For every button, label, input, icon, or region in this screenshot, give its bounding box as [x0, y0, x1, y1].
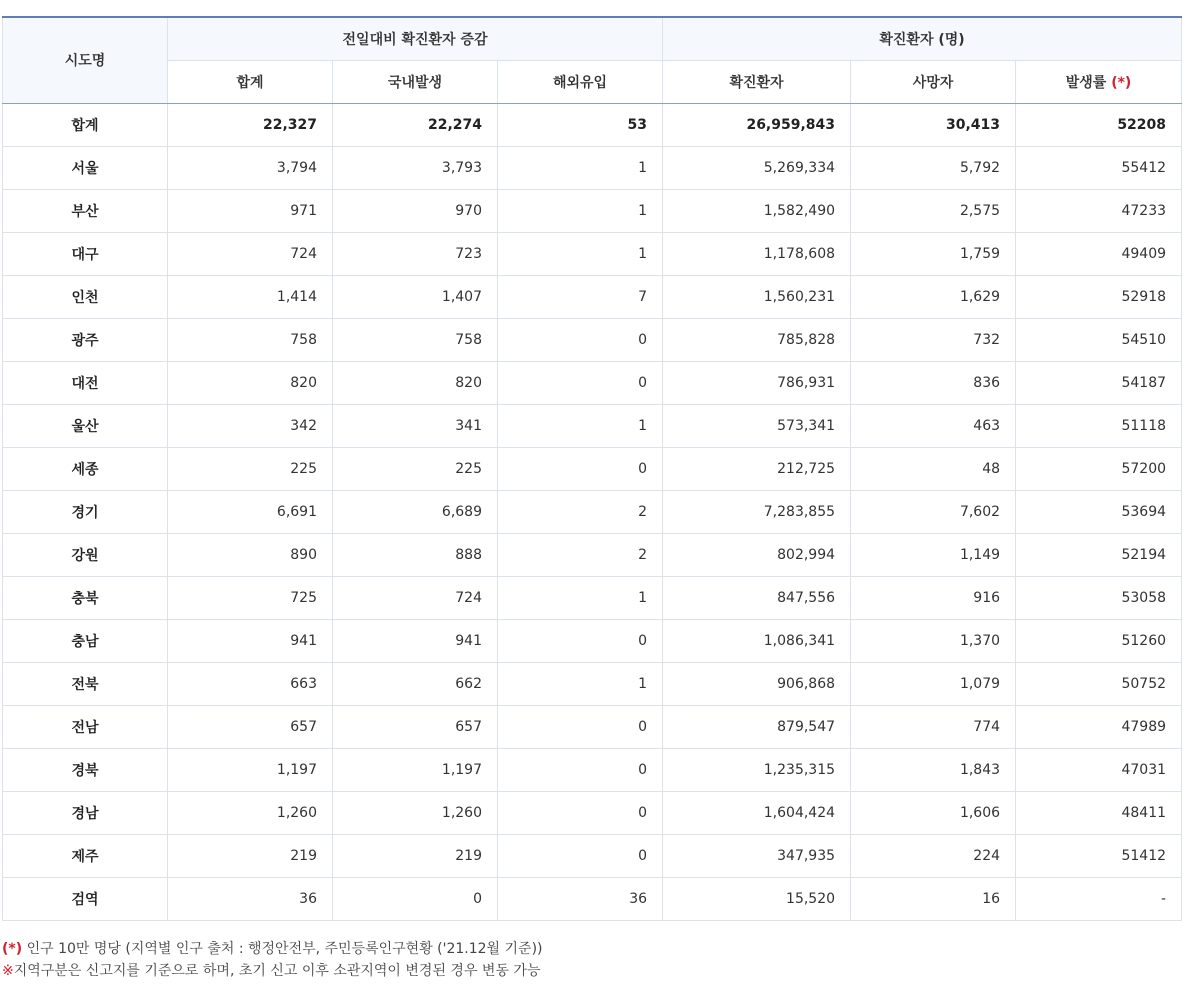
rate-cell: -	[1016, 877, 1182, 920]
domestic-column-header: 국내발생	[333, 60, 498, 103]
deaths-cell: 1,149	[851, 533, 1016, 576]
footnote-reference-mark: ※	[2, 963, 14, 979]
deaths-cell: 1,843	[851, 748, 1016, 791]
table-row	[3, 318, 1182, 361]
region-cell: 세종	[3, 447, 168, 490]
rate-cell: 49409	[1016, 232, 1182, 275]
confirmed-cell: 847,556	[663, 576, 851, 619]
overseas-cell: 36	[498, 877, 663, 920]
confirmed-cell: 906,868	[663, 662, 851, 705]
domestic-cell: 341	[333, 404, 498, 447]
rate-cell: 53694	[1016, 490, 1182, 533]
sum-cell: 725	[168, 576, 333, 619]
deaths-cell: 774	[851, 705, 1016, 748]
rate-header-asterisk: (*)	[1111, 74, 1132, 91]
deaths-cell: 5,792	[851, 146, 1016, 189]
deaths-cell: 1,079	[851, 662, 1016, 705]
overseas-cell: 1	[498, 404, 663, 447]
rate-header-label: 발생률	[1065, 74, 1107, 91]
overseas-cell: 1	[498, 146, 663, 189]
deaths-cell: 2,575	[851, 189, 1016, 232]
sum-cell: 6,691	[168, 490, 333, 533]
deaths-cell: 916	[851, 576, 1016, 619]
overseas-cell: 0	[498, 361, 663, 404]
region-column-header: 시도명	[3, 17, 168, 103]
overseas-cell: 0	[498, 447, 663, 490]
header-group-row	[3, 17, 1182, 60]
rate-cell: 47233	[1016, 189, 1182, 232]
overseas-cell: 53	[498, 103, 663, 146]
confirmed-cell: 785,828	[663, 318, 851, 361]
table-row	[3, 232, 1182, 275]
confirmed-cell: 1,086,341	[663, 619, 851, 662]
sum-cell: 724	[168, 232, 333, 275]
confirmed-cell: 1,178,608	[663, 232, 851, 275]
confirmed-cell: 5,269,334	[663, 146, 851, 189]
footnote-population-text: 인구 10만 명당 (지역별 인구 출처 : 행정안전부, 주민등록인구현황 ('21.12월 기준))	[22, 941, 543, 957]
sum-cell: 225	[168, 447, 333, 490]
table-body	[3, 103, 1182, 920]
table-row	[3, 275, 1182, 318]
overseas-cell: 7	[498, 275, 663, 318]
rate-cell: 51118	[1016, 404, 1182, 447]
overseas-cell: 0	[498, 791, 663, 834]
rate-cell: 48411	[1016, 791, 1182, 834]
confirmed-column-header: 확진환자	[663, 60, 851, 103]
region-cell: 광주	[3, 318, 168, 361]
domestic-cell: 22,274	[333, 103, 498, 146]
deaths-cell: 224	[851, 834, 1016, 877]
domestic-cell: 1,260	[333, 791, 498, 834]
domestic-cell: 657	[333, 705, 498, 748]
confirmed-cell: 802,994	[663, 533, 851, 576]
table-row	[3, 748, 1182, 791]
overseas-cell: 0	[498, 834, 663, 877]
sum-cell: 663	[168, 662, 333, 705]
confirmed-cell: 26,959,843	[663, 103, 851, 146]
rate-cell: 52208	[1016, 103, 1182, 146]
domestic-cell: 6,689	[333, 490, 498, 533]
deaths-cell: 1,629	[851, 275, 1016, 318]
region-cell: 검역	[3, 877, 168, 920]
sum-cell: 890	[168, 533, 333, 576]
overseas-cell: 1	[498, 576, 663, 619]
table-row	[3, 791, 1182, 834]
rate-cell: 50752	[1016, 662, 1182, 705]
table-row	[3, 146, 1182, 189]
rate-cell: 47989	[1016, 705, 1182, 748]
domestic-cell: 219	[333, 834, 498, 877]
domestic-cell: 225	[333, 447, 498, 490]
region-cell: 경기	[3, 490, 168, 533]
deaths-cell: 732	[851, 318, 1016, 361]
sum-cell: 22,327	[168, 103, 333, 146]
table-row	[3, 404, 1182, 447]
rate-cell: 55412	[1016, 146, 1182, 189]
sum-cell: 219	[168, 834, 333, 877]
sum-cell: 941	[168, 619, 333, 662]
rate-cell: 54187	[1016, 361, 1182, 404]
region-cell: 대전	[3, 361, 168, 404]
sum-cell: 1,414	[168, 275, 333, 318]
daily-change-group-header: 전일대비 확진환자 증감	[168, 17, 663, 60]
sum-cell: 1,197	[168, 748, 333, 791]
regional-stats-wrapper	[2, 16, 1181, 921]
sum-cell: 1,260	[168, 791, 333, 834]
confirmed-cell: 1,560,231	[663, 275, 851, 318]
table-row	[3, 834, 1182, 877]
confirmed-cell: 15,520	[663, 877, 851, 920]
region-cell: 합계	[3, 103, 168, 146]
region-cell: 강원	[3, 533, 168, 576]
table-row	[3, 877, 1182, 920]
table-row	[3, 490, 1182, 533]
table-row	[3, 533, 1182, 576]
rate-cell: 51260	[1016, 619, 1182, 662]
domestic-cell: 724	[333, 576, 498, 619]
footnote-region-basis	[2, 960, 543, 982]
overseas-cell: 0	[498, 748, 663, 791]
table-row-total	[3, 103, 1182, 146]
region-cell: 충남	[3, 619, 168, 662]
table-row	[3, 447, 1182, 490]
overseas-cell: 2	[498, 490, 663, 533]
rate-cell: 53058	[1016, 576, 1182, 619]
overseas-column-header: 해외유입	[498, 60, 663, 103]
confirmed-cell: 347,935	[663, 834, 851, 877]
domestic-cell: 941	[333, 619, 498, 662]
table-row	[3, 662, 1182, 705]
domestic-cell: 758	[333, 318, 498, 361]
footnote-asterisk: (*)	[2, 941, 23, 957]
region-cell: 전남	[3, 705, 168, 748]
region-cell: 경남	[3, 791, 168, 834]
rate-cell: 57200	[1016, 447, 1182, 490]
table-row	[3, 619, 1182, 662]
deaths-cell: 1,606	[851, 791, 1016, 834]
region-cell: 제주	[3, 834, 168, 877]
confirmed-cell: 1,582,490	[663, 189, 851, 232]
sum-cell: 36	[168, 877, 333, 920]
domestic-cell: 1,407	[333, 275, 498, 318]
table-header	[3, 17, 1182, 103]
sum-column-header: 합계	[168, 60, 333, 103]
domestic-cell: 3,793	[333, 146, 498, 189]
region-cell: 부산	[3, 189, 168, 232]
confirmed-cell: 786,931	[663, 361, 851, 404]
deaths-cell: 16	[851, 877, 1016, 920]
rate-cell: 51412	[1016, 834, 1182, 877]
sum-cell: 657	[168, 705, 333, 748]
confirmed-cell: 879,547	[663, 705, 851, 748]
region-cell: 대구	[3, 232, 168, 275]
overseas-cell: 0	[498, 705, 663, 748]
domestic-cell: 723	[333, 232, 498, 275]
confirmed-cell: 1,604,424	[663, 791, 851, 834]
region-cell: 울산	[3, 404, 168, 447]
footnote-region-basis-text: 지역구분은 신고지를 기준으로 하며, 초기 신고 이후 소관지역이 변경된 경우 변동 가능	[13, 963, 541, 979]
domestic-cell: 888	[333, 533, 498, 576]
deaths-column-header: 사망자	[851, 60, 1016, 103]
table-row	[3, 576, 1182, 619]
table-row	[3, 189, 1182, 232]
deaths-cell: 48	[851, 447, 1016, 490]
confirmed-cell: 7,283,855	[663, 490, 851, 533]
region-cell: 전북	[3, 662, 168, 705]
region-cell: 서울	[3, 146, 168, 189]
sum-cell: 971	[168, 189, 333, 232]
domestic-cell: 970	[333, 189, 498, 232]
sum-cell: 3,794	[168, 146, 333, 189]
confirmed-cell: 212,725	[663, 447, 851, 490]
domestic-cell: 0	[333, 877, 498, 920]
rate-column-header	[1016, 60, 1182, 103]
rate-cell: 52918	[1016, 275, 1182, 318]
overseas-cell: 0	[498, 318, 663, 361]
rate-cell: 54510	[1016, 318, 1182, 361]
footnote-population	[2, 938, 543, 960]
deaths-cell: 30,413	[851, 103, 1016, 146]
overseas-cell: 1	[498, 232, 663, 275]
table-row	[3, 361, 1182, 404]
header-sub-row	[3, 60, 1182, 103]
overseas-cell: 1	[498, 189, 663, 232]
confirmed-cell: 573,341	[663, 404, 851, 447]
overseas-cell: 0	[498, 619, 663, 662]
domestic-cell: 820	[333, 361, 498, 404]
regional-stats-table	[2, 16, 1182, 921]
sum-cell: 758	[168, 318, 333, 361]
confirmed-cell: 1,235,315	[663, 748, 851, 791]
domestic-cell: 662	[333, 662, 498, 705]
sum-cell: 342	[168, 404, 333, 447]
rate-cell: 52194	[1016, 533, 1182, 576]
region-cell: 경북	[3, 748, 168, 791]
overseas-cell: 2	[498, 533, 663, 576]
domestic-cell: 1,197	[333, 748, 498, 791]
region-cell: 인천	[3, 275, 168, 318]
table-row	[3, 705, 1182, 748]
overseas-cell: 1	[498, 662, 663, 705]
deaths-cell: 463	[851, 404, 1016, 447]
deaths-cell: 7,602	[851, 490, 1016, 533]
region-cell: 충북	[3, 576, 168, 619]
footnotes	[2, 938, 543, 982]
confirmed-group-header: 확진환자 (명)	[663, 17, 1182, 60]
sum-cell: 820	[168, 361, 333, 404]
deaths-cell: 1,759	[851, 232, 1016, 275]
deaths-cell: 1,370	[851, 619, 1016, 662]
deaths-cell: 836	[851, 361, 1016, 404]
rate-cell: 47031	[1016, 748, 1182, 791]
